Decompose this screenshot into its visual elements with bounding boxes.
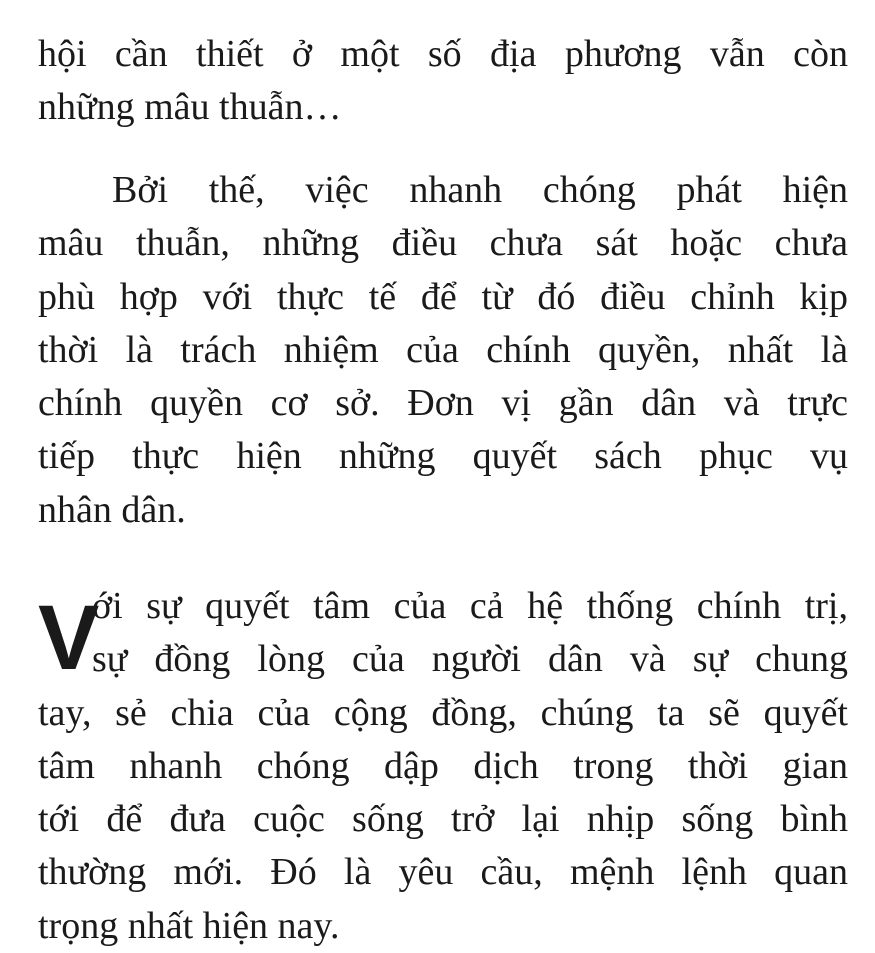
text-line: thường mới. Đó là yêu cầu, mệnh lệnh quan: [38, 851, 848, 894]
text-line: tâm nhanh chóng dập dịch trong thời gian: [38, 744, 848, 787]
text-line: trọng nhất hiện nay.: [38, 904, 340, 947]
text-line: hội cần thiết ở một số địa phương vẫn còn: [38, 33, 848, 75]
paragraph-1: [38, 28, 848, 135]
text-line: thời là trách nhiệm của chính quyền, nhất là: [38, 328, 848, 371]
document-page: [38, 28, 848, 947]
text-line: sự đồng lòng của người dân và sự chung: [92, 638, 848, 681]
text-line: những mâu thuẫn…: [38, 86, 342, 129]
drop-cap: V: [38, 587, 100, 689]
text-line: Bởi thế, việc nhanh chóng phát hiện: [112, 169, 848, 211]
text-line: tới để đưa cuộc sống trở lại nhịp sống bình: [38, 798, 848, 841]
text-line: mâu thuẫn, những điều chưa sát hoặc chưa: [38, 222, 848, 265]
text-line: nhân dân.: [38, 488, 186, 531]
paragraph-2: [38, 164, 848, 537]
text-line: tay, sẻ chia của cộng đồng, chúng ta sẽ quyết: [38, 691, 848, 734]
text-line: tiếp thực hiện những quyết sách phục vụ: [38, 435, 848, 478]
text-line: phù hợp với thực tế để từ đó điều chỉnh kịp: [38, 275, 848, 318]
paragraph-3: [38, 580, 848, 953]
text-line: chính quyền cơ sở. Đơn vị gần dân và trực: [38, 382, 848, 425]
text-line: ới sự quyết tâm của cả hệ thống chính trị,: [92, 585, 848, 627]
